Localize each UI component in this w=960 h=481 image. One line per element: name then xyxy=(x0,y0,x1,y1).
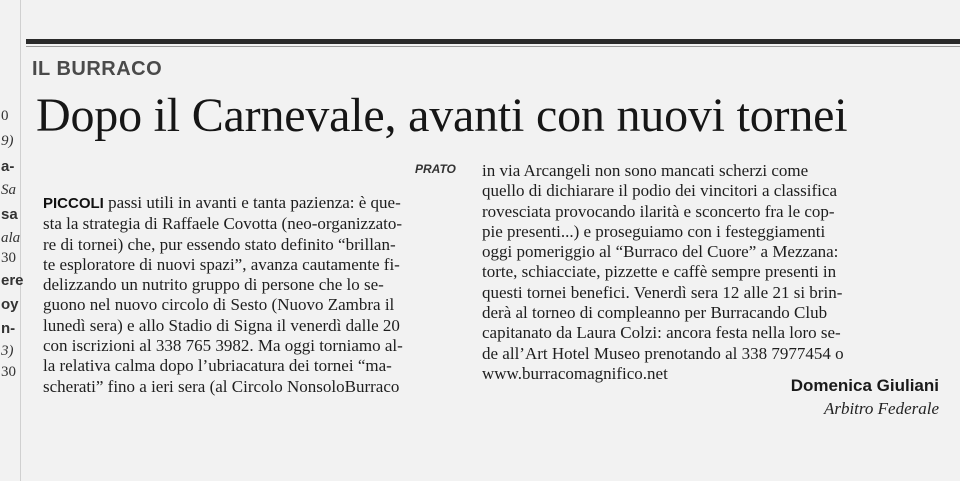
text-line: oggi pomeriggio al “Burraco del Cuore” a Mezzana: xyxy=(482,242,839,262)
text-line: torte, schiacciate, pizzette e caffè sempre presenti in xyxy=(482,262,837,282)
website-line: www.burracomagnifico.net xyxy=(482,363,668,383)
margin-fragment: 30 xyxy=(1,250,16,266)
text-line: re di tornei) che, pur essendo stato definito “brillan- xyxy=(43,234,396,254)
text-line: rovesciata provocando ilarità e sconcerto fra le cop- xyxy=(482,201,835,221)
text-line: derà al torneo di compleanno per Burracando Club xyxy=(482,303,828,323)
text-line: in via Arcangeli non sono mancati scherzi come xyxy=(482,161,809,180)
text-line: PICCOLI passi utili in avanti e tanta pazienza: è que- xyxy=(43,193,401,212)
text-line: questi tornei benefici. Venerdì sera 12 alle 21 si brin- xyxy=(482,282,843,302)
text-line: quello di dichiarare il podio dei vincitori a classifica xyxy=(482,181,837,201)
text-line: te esploratore di nuovi spazi”, avanza cautamente fi- xyxy=(43,254,400,274)
adjacent-column-strip xyxy=(0,0,24,481)
margin-fragment: 30 xyxy=(1,364,16,380)
text-line: de all’Art Hotel Museo prenotando al 338 7977454 o xyxy=(482,343,844,363)
text-line: la relativa calma dopo l’ubriacatura dei tornei “ma- xyxy=(43,356,392,376)
text-line: con iscrizioni al 338 765 3982. Ma oggi torniamo al- xyxy=(43,336,403,356)
text-line: guono nel nuovo circolo di Sesto (Nuovo Zambra il xyxy=(43,295,395,315)
margin-fragment: 3) xyxy=(1,343,14,359)
author-role: Arbitro Federale xyxy=(823,399,939,418)
section-rule xyxy=(26,39,960,44)
section-label: IL BURRACO xyxy=(32,58,163,80)
text-line: delizzando un nutrito gruppo di persone che lo se- xyxy=(43,275,384,295)
margin-fragment: ala xyxy=(1,230,21,246)
margin-fragment: Sa xyxy=(1,182,16,198)
section-rule-thin xyxy=(26,46,960,47)
text-line: pie presenti...) e proseguiamo con i festeggiamenti xyxy=(482,221,826,241)
author-name: Domenica Giuliani xyxy=(790,376,939,395)
text-line: lunedì sera) e allo Stadio di Signa il venerdì dalle 20 xyxy=(43,315,400,335)
article-column-left xyxy=(43,193,458,397)
dateline: PRATO xyxy=(415,162,456,176)
margin-fragment: ere xyxy=(1,272,24,289)
text-line: capitanato da Laura Colzi: ancora festa nella loro se- xyxy=(482,323,841,343)
margin-fragment: sa xyxy=(1,206,18,223)
margin-fragment: oy xyxy=(1,296,19,313)
lead-word: PICCOLI xyxy=(43,195,104,212)
article-column-right xyxy=(482,161,942,384)
margin-fragment: 0 xyxy=(1,108,9,124)
margin-fragment: a- xyxy=(1,158,15,175)
margin-fragment: n- xyxy=(1,320,16,337)
text-line: scherati” fino a ieri sera (al Circolo NonsoloBurraco xyxy=(43,376,400,396)
headline: Dopo il Carnevale, avanti con nuovi tornei xyxy=(36,89,848,142)
margin-fragment: 9) xyxy=(1,133,14,149)
text-line: sta la strategia di Raffaele Covotta (neo-organizzato- xyxy=(43,214,403,234)
